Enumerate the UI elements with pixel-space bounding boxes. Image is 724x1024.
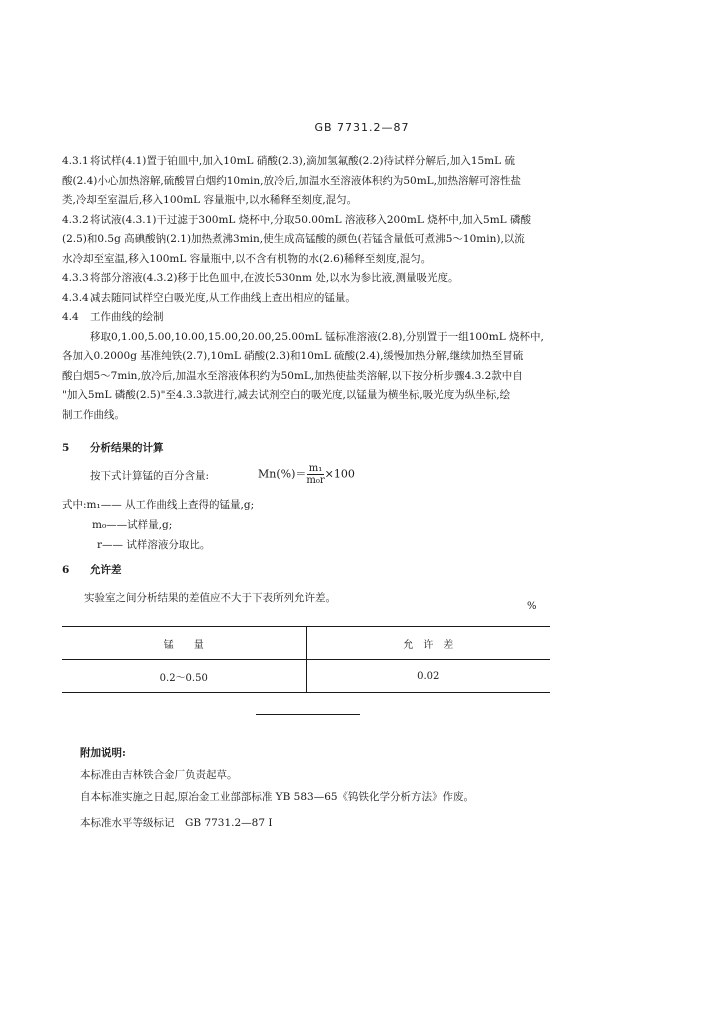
- section-6: [62, 560, 336, 608]
- para-4-4: [62, 328, 550, 426]
- section-number: 4.4: [62, 311, 79, 323]
- notes-line: 自本标准实施之日起,原冶金工业部部标准 YB 583—65《钨铁化学分析方法》作废。: [80, 791, 475, 803]
- text-line: 减去随同试样空白吸光度,从工作曲线上查出相应的锰量。: [90, 291, 356, 304]
- grade-mark: 本标准水平等级标记 GB 7731.2—87 Ⅰ: [80, 817, 273, 829]
- text-line: 将试样(4.1)置于铂皿中,加入10mL 硝酸(2.3),滴加氢氟酸(2.2)待试样分解后,加入15mL 硫: [90, 155, 515, 167]
- section-number: 6: [62, 564, 70, 576]
- para-4-3-1: [62, 152, 550, 211]
- text-line: 类,冷却至室温后,移入100mL 容量瓶中,以水稀释至刻度,混匀。: [62, 194, 358, 206]
- para-4-3-3: [62, 269, 550, 289]
- section-title: 分析结果的计算: [90, 442, 164, 454]
- formula-legend: [62, 495, 254, 555]
- section-4-4-heading: [62, 308, 550, 328]
- para-number: 4.3.4: [62, 291, 89, 304]
- denominator: m₀r: [306, 475, 325, 486]
- column-header: 允 许 差: [403, 639, 454, 651]
- para-4-3-2: [62, 211, 550, 270]
- para-4-3-4: [62, 289, 550, 309]
- notes-line: 本标准由吉林铁合金厂负责起草。: [80, 769, 238, 781]
- para-number: 4.3.2: [62, 213, 89, 226]
- para-number: 4.3.3: [62, 272, 89, 284]
- text-line: 酸(2.4)小心加热溶解,硫酸冒白烟约10min,放冷后,加温水至溶液体积约为50mL,加热溶解可溶性盐: [62, 174, 521, 187]
- legend-symbol: m₀: [92, 519, 107, 531]
- section-6-heading: [62, 560, 336, 580]
- table-row: [62, 660, 550, 693]
- text-line: "加入5mL 磷酸(2.5)"至4.3.3款进行,减去试剂空白的吸光度,以锰量为横坐标,吸光度为纵坐标,绘: [62, 389, 511, 401]
- formula-rhs: ×100: [324, 467, 355, 481]
- formula-lhs: Mn(%)＝: [258, 467, 307, 481]
- text-line: 酸白烟5～7min,放冷后,加温水至溶液体积约为50mL,加热使盐类溶解,以下按分析步骤4.3.2款中自: [62, 369, 523, 382]
- notes-title: 附加说明:: [80, 747, 126, 759]
- section-5-intro: 按下式计算锰的百分含量:: [90, 469, 210, 482]
- legend-symbol: r: [97, 539, 103, 551]
- tolerance-table: [62, 626, 550, 693]
- section-title: 工作曲线的绘制: [90, 311, 164, 323]
- text-line: 制工作曲线。: [62, 408, 125, 421]
- section-5-heading: [62, 439, 550, 459]
- legend-prefix: 式中:: [62, 499, 87, 511]
- additional-notes: [80, 742, 474, 808]
- numerator: m₁: [308, 463, 323, 474]
- section-number: 5: [62, 442, 70, 454]
- formula: [258, 463, 355, 486]
- text-line: 将试液(4.3.1)干过滤于300mL 烧杯中,分取50.00mL 溶液移入200mL 烧杯中,加入5mL 磷酸: [90, 213, 531, 226]
- text-line: 水冷却至室温,移入100mL 容量瓶中,以不含有机物的水(2.6)稀释至刻度,混匀。: [62, 252, 432, 265]
- text-line: 各加入0.2000g 基准纯铁(2.7),10mL 硝酸(2.3)和10mL 硫酸(2.4),缓慢加热分解,继续加热至冒硫: [62, 350, 524, 362]
- text-line: (2.5)和0.5g 高碘酸钠(2.1)加热煮沸3min,使生成高锰酸的颜色(若锰含量低可煮沸5～10min),以流: [62, 233, 525, 245]
- column-header: 锰 量: [62, 627, 306, 660]
- body-text: [62, 152, 550, 486]
- divider-line: [256, 714, 360, 715]
- text-line: 将部分溶液(4.3.2)移于比色皿中,在波长530nm 处,以水为参比液,测量吸光度。: [90, 272, 459, 284]
- text-line: 移取0,1.00,5.00,10.00,15.00,20.00,25.00mL 锰标准溶液(2.8),分别置于一组100mL 烧杯中,: [90, 330, 544, 343]
- legend-desc: ——试样量,g;: [106, 519, 173, 531]
- legend-desc: —— 试样溶液分取比。: [102, 539, 211, 551]
- legend-symbol: m₁: [86, 499, 101, 511]
- table-cell: 0.02: [417, 670, 440, 682]
- unit-label: %: [527, 601, 537, 612]
- para-number: 4.3.1: [62, 155, 89, 167]
- table-cell: 0.2～0.50: [62, 660, 306, 693]
- formula-fraction: [306, 463, 324, 486]
- section-6-intro: 实验室之间分析结果的差值应不大于下表所列允许差。: [84, 592, 336, 604]
- page-header: GB 7731.2—87: [314, 121, 410, 134]
- section-title: 允许差: [90, 564, 122, 576]
- table-header-row: [62, 627, 550, 660]
- legend-desc: —— 从工作曲线上查得的锰量,g;: [100, 499, 255, 511]
